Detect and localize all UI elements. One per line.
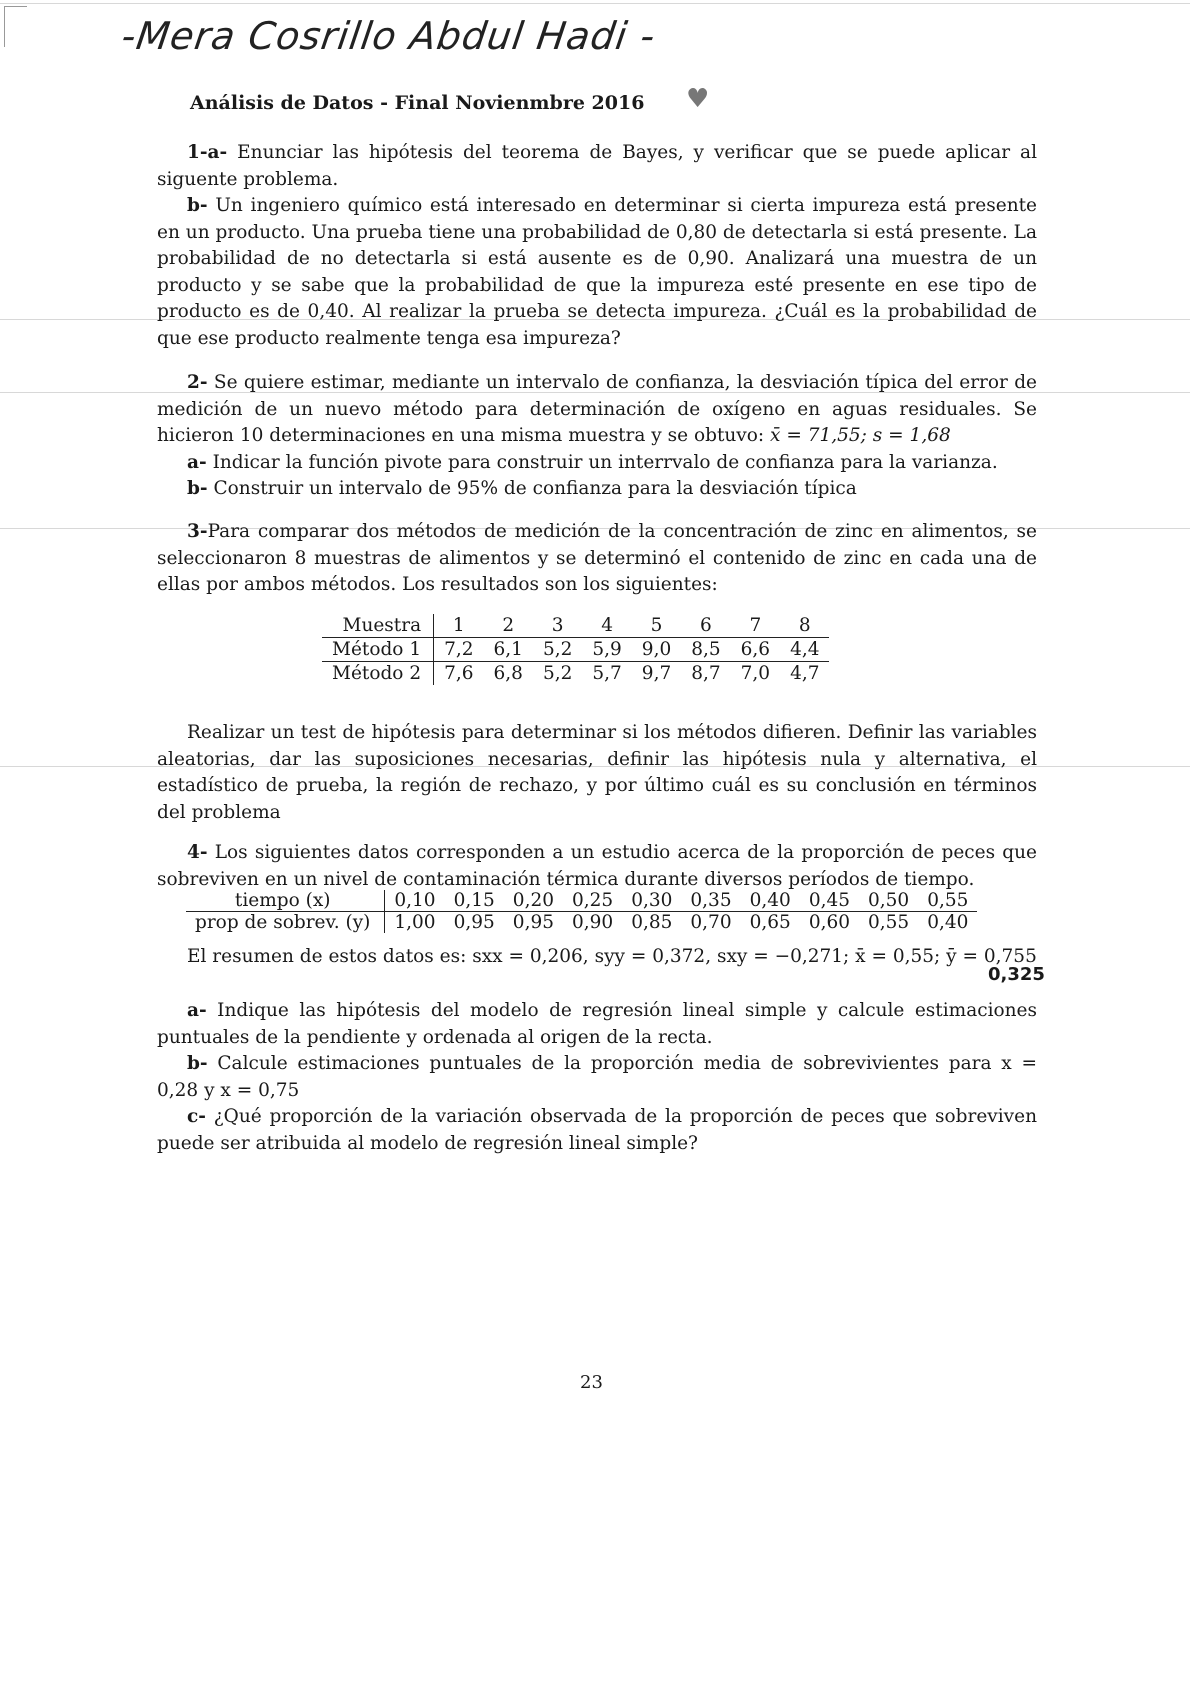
table-header-cell: 6: [700, 615, 712, 636]
table-cell: 6,1: [484, 638, 533, 662]
table-cell: 6,8: [484, 662, 533, 686]
problem-4-summary-text: El resumen de estos datos es: sxx = 0,206, syy = 0,372, sxy = −0,271; x̄ = 0,55; ȳ = 0,755: [187, 946, 1037, 967]
heart-doodle-icon: ♥: [686, 84, 710, 114]
problem-4-summary: [157, 944, 1037, 971]
table-cell: 4,4: [780, 638, 829, 662]
table-cell: 8,7: [681, 662, 730, 686]
table-cell: 0,65: [741, 912, 800, 934]
table-cell: 0,60: [800, 912, 859, 934]
problem-1b-text: Un ingeniero químico está interesado en determinar si cierta impureza está presente en un producto. Una prueba tiene una probabilidad de 0,80 de detectarla si está presente. La probabilidad de no detectarla si está ausente es de 0,90. Analizará una muestra de un producto y se sabe que la probabilidad de que la impureza esté presente en ese tipo de producto es de 0,40. Al realizar la prueba se detecta impureza. ¿Cuál es la probabilidad de que ese producto realmente tenga esa impureza?: [157, 195, 1037, 349]
table-cell: 0,15: [453, 890, 495, 911]
table-header-cell: 5: [650, 615, 663, 636]
table-cell: 8,5: [681, 638, 730, 662]
table-cell: 7,0: [731, 662, 780, 686]
problem-4-label: 4-: [187, 842, 208, 863]
fish-survival-table: [186, 890, 977, 933]
table-cell: 5,7: [582, 662, 631, 686]
table-cell: 0,35: [690, 890, 732, 911]
table-header-cell: prop de sobrev. (y): [186, 912, 385, 934]
table-cell: 1,00: [385, 912, 445, 934]
problem-4c-text: ¿Qué proporción de la variación observada de la proporción de peces que sobreviven puede ser atribuida al modelo de regresión lineal simple?: [157, 1106, 1037, 1154]
problem-4b-label: b-: [187, 1053, 208, 1074]
table-row: [322, 614, 829, 638]
table-cell: 9,0: [632, 638, 681, 662]
table-cell: 0,95: [504, 912, 563, 934]
zinc-methods-table: [322, 614, 829, 685]
problem-3-label: 3-: [187, 521, 208, 542]
table-header-cell: 4: [601, 615, 613, 636]
problem-3-instructions: [157, 720, 1037, 826]
problem-1a-label: 1-a-: [187, 142, 228, 163]
problem-3-after-text: Realizar un test de hipótesis para determinar si los métodos difieren. Definir las variables aleatorias, dar las suposiciones necesarias, definir las hipótesis nula y alternativa, el estadístico de prueba, la región de rechazo, y por último cuál es su conclusión en términos del problema: [157, 722, 1037, 823]
table-cell: 5,2: [533, 638, 582, 662]
table-cell: 0,40: [918, 912, 977, 934]
exam-title: Análisis de Datos - Final Novienmbre 2016: [190, 92, 645, 114]
problem-1a-text: Enunciar las hipótesis del teorema de Bayes, y verificar que se puede aplicar al siguente problema.: [157, 142, 1037, 190]
table-cell: 0,30: [631, 890, 673, 911]
problem-2a-label: a-: [187, 451, 207, 473]
problem-2b-text: Construir un intervalo de 95% de confianza para la desviación típica: [213, 478, 857, 499]
problem-2-label: 2-: [187, 372, 208, 393]
problem-4a-text: Indique las hipótesis del modelo de regresión lineal simple y calcule estimaciones puntuales de la pendiente y ordenada al origen de la recta.: [157, 1000, 1038, 1048]
handwritten-note: 0,325: [988, 964, 1045, 985]
problem-2: [157, 370, 1037, 503]
table-cell: 0,55: [927, 890, 969, 911]
problem-4a-label: a-: [187, 1000, 207, 1021]
handwritten-student-name: -Mera Cosrillo Abdul Hadi -: [118, 14, 659, 58]
problem-1: [157, 140, 1037, 352]
problem-4: [157, 840, 1037, 893]
table-cell: 0,25: [572, 890, 614, 911]
scan-edge-line: [0, 3, 1190, 4]
table-header-cell: Muestra: [322, 614, 434, 638]
table-cell: 7,2: [434, 638, 484, 662]
scan-corner-mark: [4, 6, 27, 47]
problem-3-text: Para comparar dos métodos de medición de la concentración de zinc en alimentos, se seleccionaron 8 muestras de alimentos y se determinó el contenido de zinc en cada una de ellas por ambos métodos. Los resultados son los siguientes:: [157, 521, 1037, 595]
table-cell: Método 1: [322, 638, 434, 662]
problem-2b-label: b-: [187, 478, 208, 499]
problem-3: [157, 519, 1037, 599]
table-row: [322, 662, 829, 686]
table-header-cell: tiempo (x): [186, 890, 385, 912]
table-cell: 0,50: [868, 890, 910, 911]
table-row: [322, 638, 829, 662]
table-cell: 4,7: [780, 662, 829, 686]
table-cell: 0,70: [681, 912, 740, 934]
problem-4-text: Los siguientes datos corresponden a un estudio acerca de la proporción de peces que sobreviven en un nivel de contaminación térmica durante diversos períodos de tiempo.: [157, 842, 1037, 890]
table-header-cell: 2: [502, 615, 515, 636]
problem-2-text: Se quiere estimar, mediante un intervalo de confianza, la desviación típica del error de medición de un nuevo método para determinación de oxígeno en aguas residuales. Se hicieron 10 determinaciones en una misma muestra y se obtuvo:: [157, 372, 1037, 446]
table-header-cell: 1: [452, 615, 465, 636]
table-cell: 0,45: [808, 890, 851, 911]
problem-4c-label: c-: [187, 1106, 206, 1127]
table-cell: 0,55: [859, 912, 918, 934]
problem-2-stats: x̄ = 71,55; s = 1,68: [770, 425, 951, 446]
table-cell: Método 2: [322, 662, 434, 686]
table-cell: 0,10: [394, 890, 436, 911]
table-cell: 9,7: [632, 662, 681, 686]
problem-4b-text: Calcule estimaciones puntuales de la proporción media de sobrevivientes para x = 0,28 y x = 0,75: [157, 1053, 1037, 1101]
table-cell: 0,90: [563, 912, 622, 934]
table-cell: 0,85: [622, 912, 681, 934]
table-cell: 5,2: [533, 662, 582, 686]
table-cell: 7,6: [434, 662, 484, 686]
problem-1b-label: b-: [187, 195, 208, 216]
problem-4-parts: [157, 998, 1037, 1157]
table-cell: 5,9: [582, 638, 631, 662]
table-cell: 6,6: [731, 638, 780, 662]
table-row: [186, 912, 977, 934]
table-cell: 0,20: [512, 890, 554, 911]
page-number: 23: [580, 1372, 603, 1393]
problem-2a-text: Indicar la función pivote para construir un interrvalo de confianza para la varianza.: [212, 451, 998, 473]
table-header-cell: 8: [798, 615, 811, 636]
table-row: [186, 890, 977, 912]
table-cell: 0,40: [749, 890, 791, 911]
table-cell: 0,95: [445, 912, 504, 934]
table-header-cell: 7: [749, 615, 762, 636]
table-header-cell: 3: [551, 615, 564, 636]
